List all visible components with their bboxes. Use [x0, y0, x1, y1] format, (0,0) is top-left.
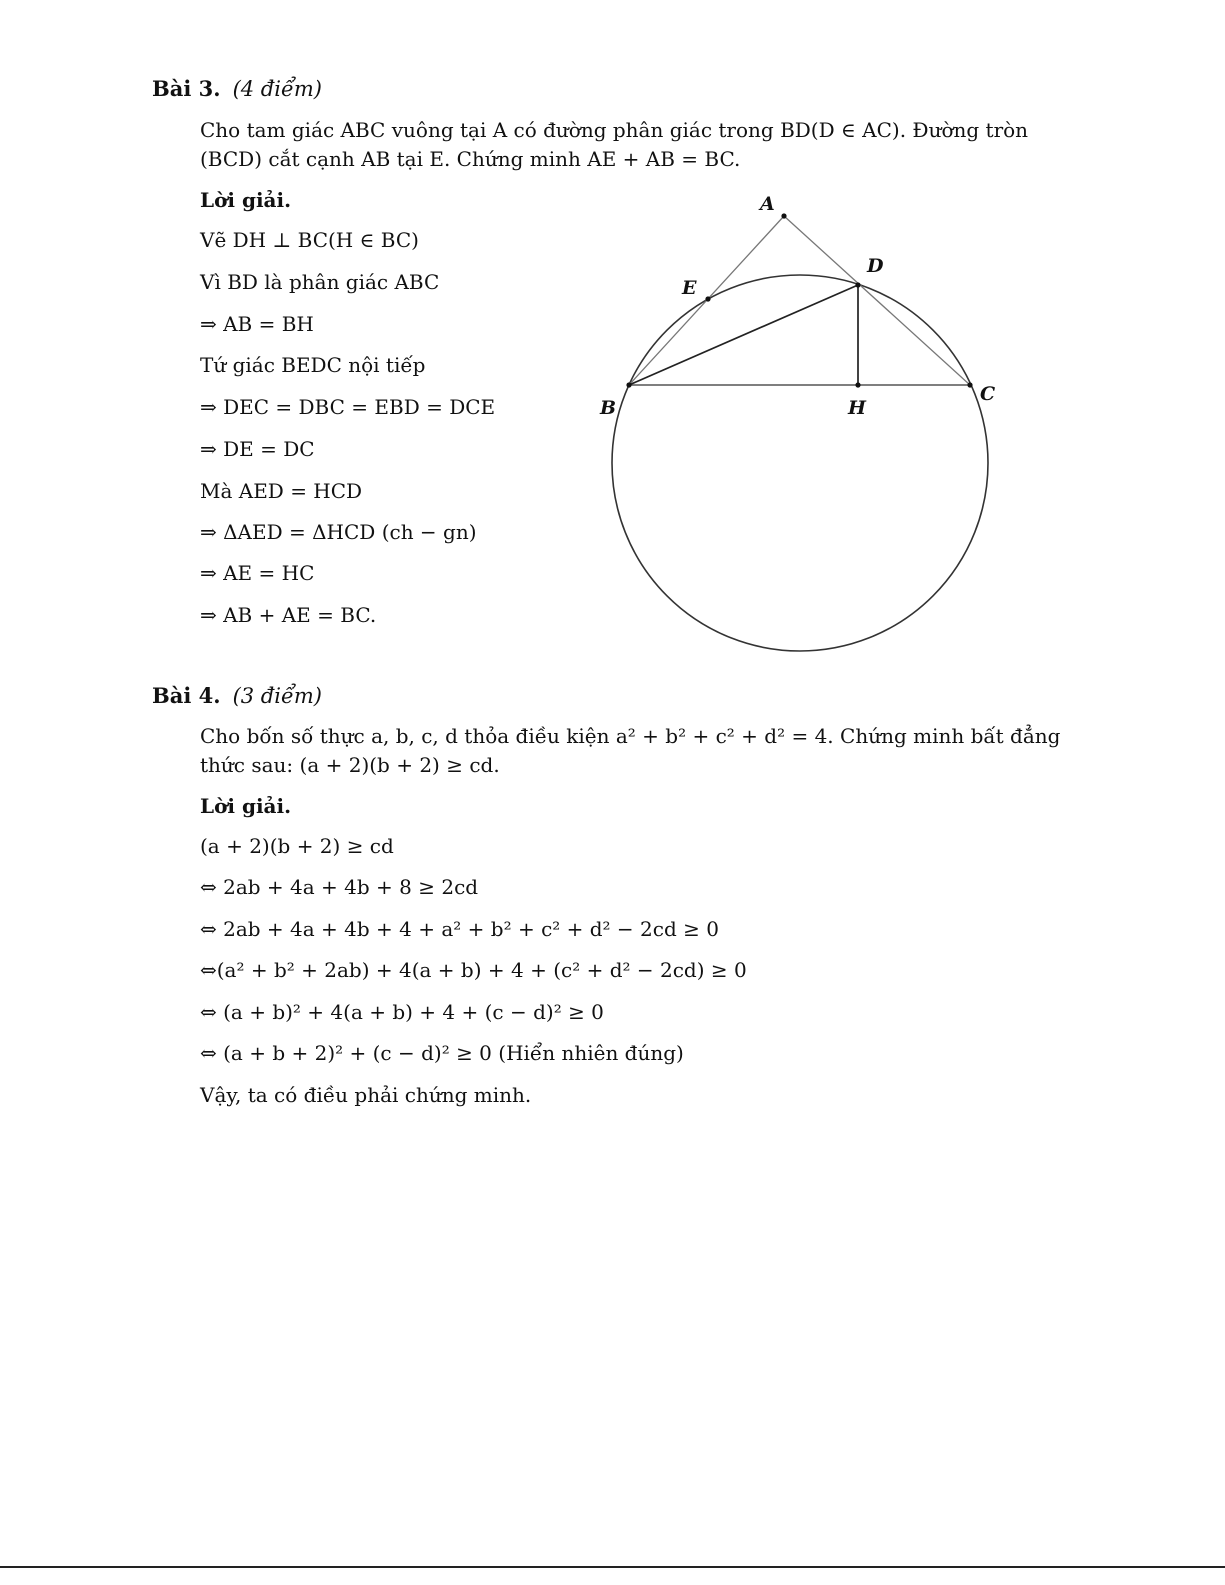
problem-3-step-4: Tứ giác BEDC nội tiếp [200, 353, 426, 377]
problem-4-step-6: ⇔ (a + b + 2)² + (c − d)² ≥ 0 (Hiển nhiên đúng) [200, 1041, 684, 1065]
problem-4-step-3: ⇔ 2ab + 4a + 4b + 4 + a² + b² + c² + d² − 2cd ≥ 0 [200, 917, 719, 941]
problem-4-statement-line-2: thức sau: (a + 2)(b + 2) ≥ cd. [200, 753, 500, 777]
label-b: B [600, 397, 617, 419]
problem-4-statement-line-1: Cho bốn số thực a, b, c, d thỏa điều kiện a² + b² + c² + d² = 4. Chứng minh bất đẳng [200, 724, 1061, 748]
label-e: E [682, 277, 697, 299]
problem-4-statement [200, 722, 1065, 780]
point-a [781, 213, 786, 218]
segment-ac [784, 216, 970, 385]
problem-4-solution-label: Lời giải. [200, 794, 292, 818]
problem-3-step-2: Vì BD là phân giác ABC [200, 270, 440, 294]
problem-4-points: (3 điểm) [232, 684, 322, 708]
label-d: D [867, 255, 884, 277]
problem-3-step-8: ⇒ ΔAED = ΔHCD (ch − gn) [200, 520, 477, 544]
problem-3-title: Bài 3. [152, 76, 221, 101]
problem-3-step-3: ⇒ AB = BH [200, 312, 314, 336]
label-a: A [760, 193, 775, 215]
geometry-figure [585, 185, 1025, 665]
problem-3-statement [200, 116, 1065, 174]
page-bottom-border [0, 1566, 1225, 1568]
point-d [855, 282, 860, 287]
problem-3-solution-label: Lời giải. [200, 188, 292, 212]
problem-4-conclusion: Vậy, ta có điều phải chứng minh. [200, 1083, 532, 1107]
problem-4-step-4: ⇔(a² + b² + 2ab) + 4(a + b) + 4 + (c² + d² − 2cd) ≥ 0 [200, 958, 747, 982]
problem-3-step-7: Mà AED = HCD [200, 479, 363, 503]
problem-4-step-5: ⇔ (a + b)² + 4(a + b) + 4 + (c − d)² ≥ 0 [200, 1000, 604, 1024]
problem-3-points: (4 điểm) [232, 77, 322, 101]
problem-3-step-5: ⇒ DEC = DBC = EBD = DCE [200, 395, 496, 419]
point-b [626, 382, 631, 387]
label-c: C [980, 383, 996, 405]
point-h [855, 382, 860, 387]
problem-3-heading [152, 76, 322, 101]
point-e [705, 296, 710, 301]
problem-3-statement-line-2: (BCD) cắt cạnh AB tại E. Chứng minh AE + AB = BC. [200, 147, 741, 171]
problem-3-step-10: ⇒ AB + AE = BC. [200, 603, 377, 627]
problem-3-step-1: Vẽ DH ⊥ BC(H ∈ BC) [200, 228, 419, 252]
point-c [967, 382, 972, 387]
problem-3-step-6: ⇒ DE = DC [200, 437, 315, 461]
circle-bcd [612, 275, 988, 651]
problem-4-title: Bài 4. [152, 683, 221, 708]
problem-4-step-1: (a + 2)(b + 2) ≥ cd [200, 834, 394, 858]
problem-4-step-2: ⇔ 2ab + 4a + 4b + 8 ≥ 2cd [200, 875, 479, 899]
problem-3-step-9: ⇒ AE = HC [200, 561, 315, 585]
problem-4-heading [152, 683, 322, 708]
label-h: H [848, 397, 866, 419]
problem-3-statement-line-1: Cho tam giác ABC vuông tại A có đường phân giác trong BD(D ∈ AC). Đường tròn [200, 118, 1029, 142]
